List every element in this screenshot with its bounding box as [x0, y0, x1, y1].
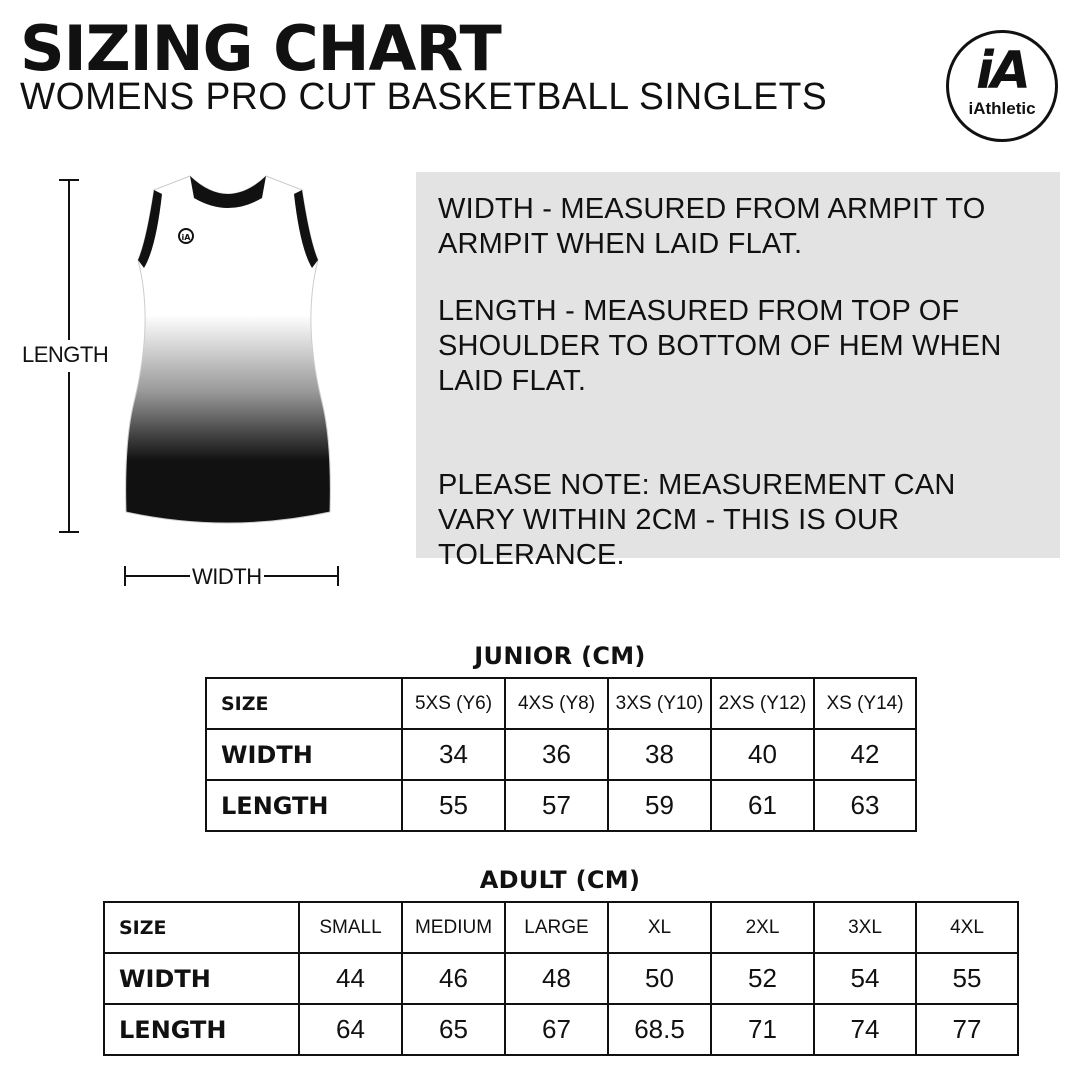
- size-cell: 3XS (Y10): [608, 678, 711, 729]
- width-cell: 36: [505, 729, 608, 780]
- length-label: LENGTH: [22, 342, 109, 367]
- length-cell: 61: [711, 780, 814, 831]
- row-label: SIZE: [206, 678, 402, 729]
- size-cell: SMALL: [299, 902, 402, 953]
- table-row: [206, 780, 916, 831]
- length-cell: 68.5: [608, 1004, 711, 1055]
- junior-table-title: JUNIOR (CM): [474, 642, 646, 670]
- width-cell: 44: [299, 953, 402, 1004]
- length-description: LENGTH - MEASURED FROM TOP OF SHOULDER TO BOTTOM OF HEM WHEN LAID FLAT.: [438, 295, 1002, 397]
- tolerance-note: PLEASE NOTE: MEASUREMENT CAN VARY WITHIN 2CM - THIS IS OUR TOLERANCE.: [438, 469, 956, 571]
- width-cell: 55: [916, 953, 1018, 1004]
- length-cell: 74: [814, 1004, 916, 1055]
- width-cell: 46: [402, 953, 505, 1004]
- row-label: WIDTH: [206, 729, 402, 780]
- width-cell: 38: [608, 729, 711, 780]
- length-cell: 59: [608, 780, 711, 831]
- length-cell: 57: [505, 780, 608, 831]
- adult-size-table: [103, 901, 1019, 1056]
- size-cell: XS (Y14): [814, 678, 916, 729]
- table-row: [104, 1004, 1018, 1055]
- length-cell: 71: [711, 1004, 814, 1055]
- logo-text: iAthletic: [968, 99, 1036, 118]
- width-cell: 52: [711, 953, 814, 1004]
- length-cell: 64: [299, 1004, 402, 1055]
- junior-size-table: [205, 677, 917, 832]
- page-title: SIZING CHART: [20, 12, 501, 85]
- width-cell: 42: [814, 729, 916, 780]
- row-label: SIZE: [104, 902, 299, 953]
- svg-text:iA: iA: [181, 233, 191, 242]
- measurement-info-box: [416, 172, 1060, 571]
- size-cell: MEDIUM: [402, 902, 505, 953]
- width-label: WIDTH: [192, 564, 262, 589]
- adult-table-title: ADULT (CM): [479, 866, 641, 894]
- size-cell: 4XS (Y8): [505, 678, 608, 729]
- length-cell: 55: [402, 780, 505, 831]
- row-label: WIDTH: [104, 953, 299, 1004]
- width-cell: 48: [505, 953, 608, 1004]
- length-cell: 65: [402, 1004, 505, 1055]
- size-cell: XL: [608, 902, 711, 953]
- width-cell: 50: [608, 953, 711, 1004]
- length-cell: 63: [814, 780, 916, 831]
- size-cell: 3XL: [814, 902, 916, 953]
- length-cell: 67: [505, 1004, 608, 1055]
- width-cell: 34: [402, 729, 505, 780]
- size-cell: 4XL: [916, 902, 1018, 953]
- iathletic-logo-icon: [946, 30, 1058, 142]
- width-cell: 54: [814, 953, 916, 1004]
- size-cell: LARGE: [505, 902, 608, 953]
- width-description: WIDTH - MEASURED FROM ARMPIT TO ARMPIT WHEN LAID FLAT.: [438, 193, 986, 260]
- length-cell: 77: [916, 1004, 1018, 1055]
- size-cell: 2XL: [711, 902, 814, 953]
- logo-mark: iA: [975, 41, 1029, 101]
- width-cell: 40: [711, 729, 814, 780]
- table-row: [104, 902, 1018, 953]
- table-row: [206, 729, 916, 780]
- row-label: LENGTH: [104, 1004, 299, 1055]
- row-label: LENGTH: [206, 780, 402, 831]
- page-subtitle: WOMENS PRO CUT BASKETBALL SINGLETS: [20, 76, 828, 118]
- size-cell: 5XS (Y6): [402, 678, 505, 729]
- size-cell: 2XS (Y12): [711, 678, 814, 729]
- table-row: [104, 953, 1018, 1004]
- table-row: [206, 678, 916, 729]
- singlet-icon: [122, 172, 334, 532]
